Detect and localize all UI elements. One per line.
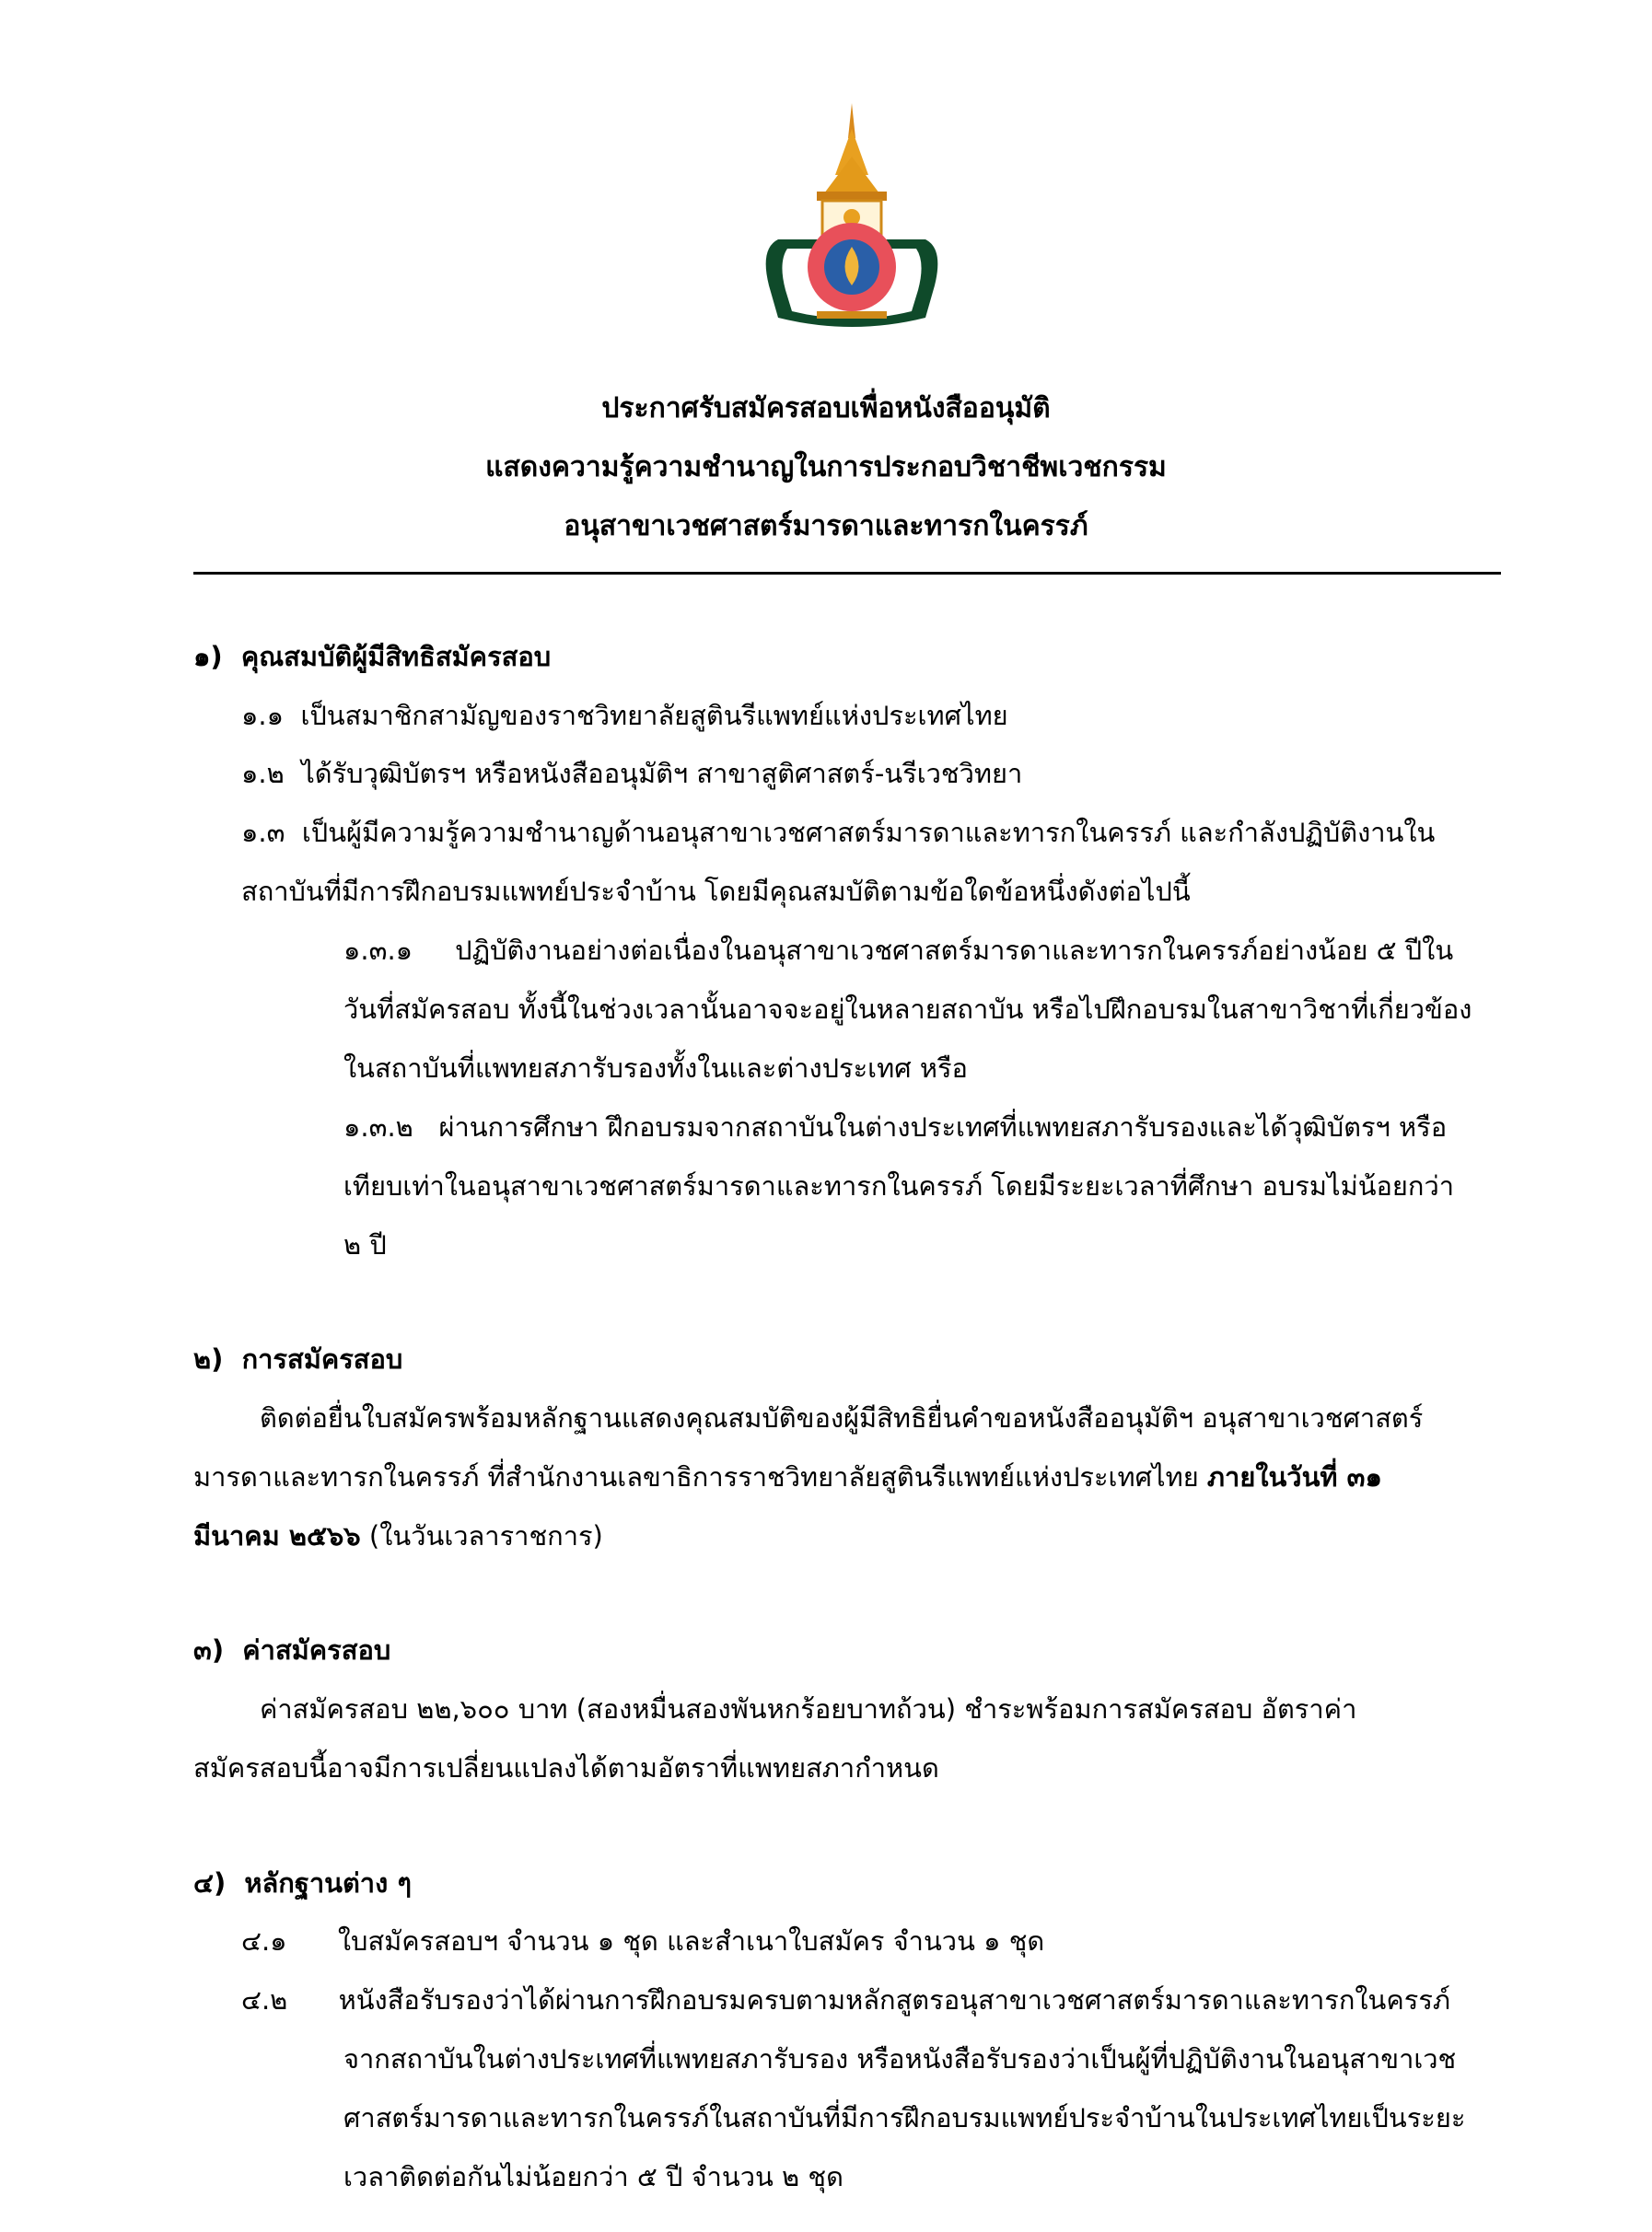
section-title: หลักฐานต่าง ๆ — [244, 1867, 412, 1899]
item-number: ๑.๑ — [241, 700, 285, 731]
announcement-title-line-1: ประกาศรับสมัครสอบเพื่อหนังสืออนุมัติ — [601, 392, 1051, 424]
item-number: ๑.๓ — [241, 817, 285, 848]
item-4-1 — [241, 1923, 1044, 1959]
section-title: คุณสมบัติผู้มีสิทธิสมัครสอบ — [240, 641, 552, 672]
section-2-heading — [193, 1341, 402, 1378]
college-emblem-icon — [750, 101, 953, 331]
section-title: การสมัครสอบ — [241, 1343, 403, 1375]
section-4-heading — [193, 1865, 412, 1901]
item-number: ๔.๑ — [241, 1925, 287, 1957]
item-4-2-line-3: ศาสตร์มารดาและทารกในครรภ์ในสถาบันที่มีการฝึกอบรมแพทย์ประจำบ้านในประเทศไทยเป็นระยะ — [343, 2102, 1466, 2133]
item-text: เป็นผู้มีความรู้ความชำนาญด้านอนุสาขาเวชศาสตร์มารดาและทารกในครรภ์ และกำลังปฏิบัติงานใน — [301, 817, 1436, 848]
item-1-1 — [241, 697, 1008, 734]
section-number: ๒) — [193, 1343, 224, 1375]
item-number: ๑.๒ — [241, 758, 285, 789]
section-number: ๓) — [193, 1634, 225, 1666]
subitem-1-3-1-line-3: ในสถาบันที่แพทยสภารับรองทั้งในและต่างประเทศ หรือ — [343, 1052, 968, 1084]
fee-paragraph-line-2: สมัครสอบนี้อาจมีการเปลี่ยนแปลงได้ตามอัตราที่แพทยสภากำหนด — [193, 1752, 939, 1784]
section-1-heading — [193, 638, 551, 675]
item-text: เป็นสมาชิกสามัญของราชวิทยาลัยสูตินรีแพทย์แห่งประเทศไทย — [300, 700, 1008, 731]
deadline-text: ภายในวันที่ ๓๑ — [1206, 1461, 1382, 1493]
subitem-1-3-1-line-2: วันที่สมัครสอบ ทั้งนี้ในช่วงเวลานั้นอาจจะอยู่ในหลายสถาบัน หรือไปฝึกอบรมในสาขาวิชาที่เกี่ยวข้อง — [343, 994, 1472, 1025]
section-2-paragraph-line-2 — [193, 1459, 1382, 1495]
subitem-1-3-1-line-1 — [343, 932, 1453, 969]
section-3-heading — [193, 1632, 390, 1668]
subitem-1-3-2-line-1 — [343, 1109, 1447, 1145]
section-number: ๑) — [193, 641, 223, 672]
deadline-date: มีนาคม ๒๕๖๖ — [193, 1520, 361, 1552]
paragraph-text: มารดาและทารกในครรภ์ ที่สำนักงานเลขาธิการราชวิทยาลัยสูตินรีแพทย์แห่งประเทศไทย — [193, 1461, 1207, 1493]
item-1-3-line-2: สถาบันที่มีการฝึกอบรมแพทย์ประจำบ้าน โดยมีคุณสมบัติตามข้อใดข้อหนึ่งดังต่อไปนี้ — [241, 876, 1191, 907]
subitem-1-3-2-line-2: เทียบเท่าในอนุสาขาเวชศาสตร์มารดาและทารกในครรภ์ โดยมีระยะเวลาที่ศึกษา อบรมไม่น้อยกว่า — [343, 1170, 1455, 1202]
subitem-number: ๑.๓.๒ — [343, 1111, 413, 1143]
item-number: ๔.๒ — [241, 1984, 288, 2016]
subitem-text: ผ่านการศึกษา ฝึกอบรมจากสถาบันในต่างประเทศที่แพทยสภารับรองและได้วุฒิบัตรฯ หรือ — [438, 1111, 1448, 1143]
section-2-paragraph-line-3 — [193, 1517, 603, 1554]
item-1-3-line-1 — [241, 814, 1435, 851]
section-2-paragraph-line-1: ติดต่อยื่นใบสมัครพร้อมหลักฐานแสดงคุณสมบัติของผู้มีสิทธิยื่นคำขอหนังสืออนุมัติฯ อนุสาขาเวชศาสตร์ — [260, 1402, 1424, 1434]
item-text: หนังสือรับรองว่าได้ผ่านการฝึกอบรมครบตามหลักสูตรอนุสาขาเวชศาสตร์มารดาและทารกในครรภ์ — [338, 1984, 1451, 2016]
item-text: ได้รับวุฒิบัตรฯ หรือหนังสืออนุมัติฯ สาขาสูติศาสตร์-นรีเวชวิทยา — [301, 758, 1023, 789]
section-title: ค่าสมัครสอบ — [242, 1634, 391, 1666]
item-1-2 — [241, 755, 1022, 792]
paragraph-text: (ในวันเวลาราชการ) — [360, 1520, 603, 1552]
item-text: ใบสมัครสอบฯ จำนวน ๑ ชุด และสำเนาใบสมัคร จำนวน ๑ ชุด — [337, 1925, 1045, 1957]
title-divider — [193, 572, 1501, 575]
section-number: ๔) — [193, 1867, 227, 1899]
item-4-2-line-4: เวลาติดต่อกันไม่น้อยกว่า ๕ ปี จำนวน ๒ ชุด — [343, 2161, 843, 2192]
subitem-text: ปฏิบัติงานอย่างต่อเนื่องในอนุสาขาเวชศาสตร์มารดาและทารกในครรภ์อย่างน้อย ๕ ปีใน — [455, 935, 1454, 966]
fee-paragraph-line-1: ค่าสมัครสอบ ๒๒,๖๐๐ บาท (สองหมื่นสองพันหกร้อยบาทถ้วน) ชำระพร้อมการสมัครสอบ อัตราค่า — [260, 1693, 1357, 1725]
subitem-number: ๑.๓.๑ — [343, 935, 413, 966]
item-4-2-line-1 — [241, 1982, 1450, 2018]
announcement-title-line-3: อนุสาขาเวชศาสตร์มารดาและทารกในครรภ์ — [564, 510, 1088, 542]
subitem-1-3-2-line-3: ๒ ปี — [343, 1229, 387, 1261]
announcement-title-line-2: แสดงความรู้ความชำนาญในการประกอบวิชาชีพเวชกรรม — [485, 451, 1167, 483]
item-4-2-line-2: จากสถาบันในต่างประเทศที่แพทยสภารับรอง หรือหนังสือรับรองว่าเป็นผู้ที่ปฏิบัติงานในอนุสาขาเวช — [343, 2043, 1457, 2075]
